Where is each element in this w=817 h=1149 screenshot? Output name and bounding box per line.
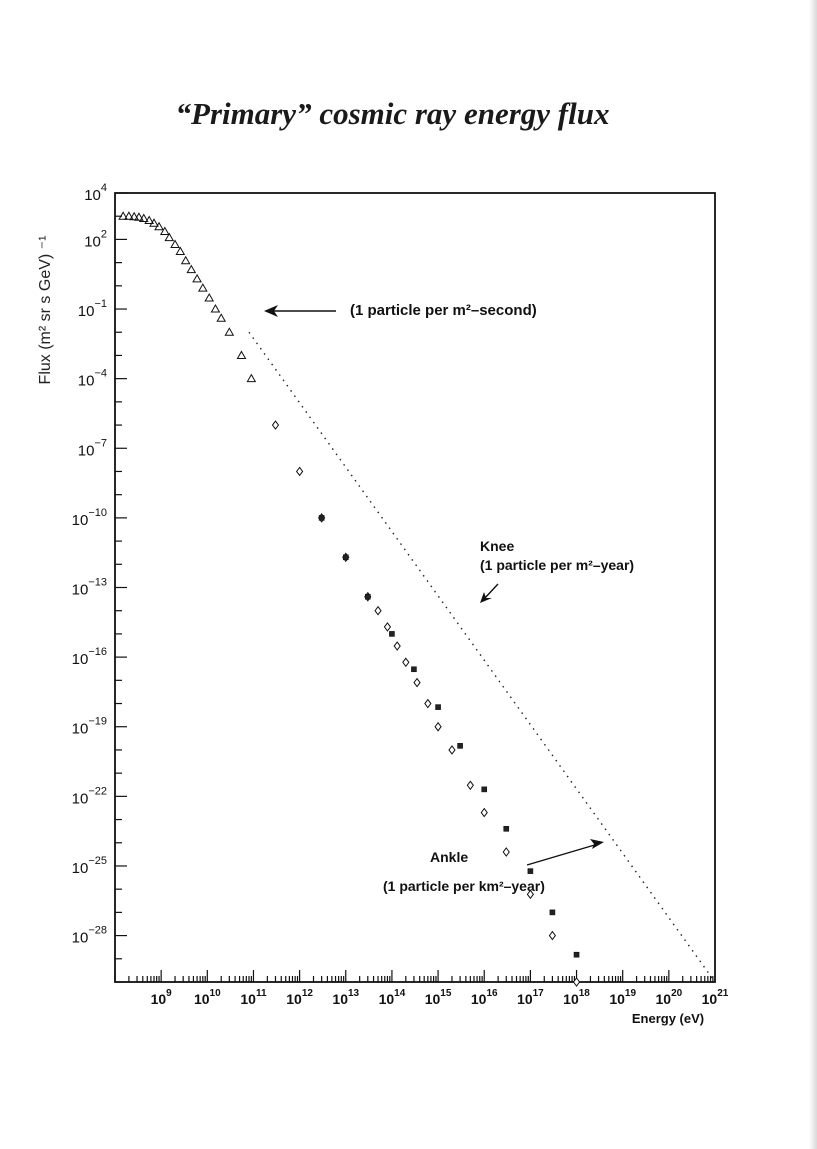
scan-edge-shadow	[809, 0, 817, 1149]
x-tick-label: $10^{11}$	[240, 988, 267, 1007]
y-tick-label: $10^{-4}$	[77, 367, 107, 390]
data-point-square	[458, 743, 463, 748]
data-point-diamond	[549, 932, 555, 940]
data-point-triangle	[217, 314, 225, 321]
y-tick-label: $10^{-28}$	[71, 924, 107, 947]
annotation-knee-text: (1 particle per m²–year)	[480, 557, 635, 573]
data-point-diamond	[449, 746, 455, 754]
y-tick-label: $10^{-7}$	[77, 437, 107, 460]
data-point-diamond	[394, 642, 400, 650]
x-axis-label: Energy (eV)	[631, 1011, 705, 1026]
y-tick-label: $10^{-13}$	[71, 576, 107, 599]
y-axis-tick-labels	[72, 182, 107, 947]
data-point-square	[389, 631, 394, 636]
x-axis-ticks	[115, 970, 713, 982]
y-tick-label: $10^4$	[84, 182, 107, 204]
data-point-square	[365, 594, 370, 599]
x-tick-label: $10^{21}$	[701, 988, 729, 1007]
data-point-triangle	[182, 257, 190, 264]
data-point-square	[528, 869, 533, 874]
data-point-diamond	[425, 700, 431, 708]
annotation-ankle-title: Ankle	[430, 849, 469, 865]
data-point-diamond	[297, 467, 303, 475]
x-tick-label: $10^9$	[150, 988, 172, 1007]
data-point-diamond	[467, 781, 473, 789]
data-point-triangle	[193, 275, 201, 282]
data-point-triangle	[187, 266, 195, 273]
y-tick-label: $10^{-25}$	[71, 854, 107, 877]
y-axis-label: Flux (m² sr s GeV) ⁻¹	[37, 235, 54, 385]
y-tick-label: $10^{-19}$	[71, 715, 107, 738]
data-point-triangle	[237, 351, 245, 358]
data-point-triangle	[171, 241, 179, 248]
x-tick-label: $10^{12}$	[286, 988, 313, 1007]
annotation-second	[264, 302, 537, 319]
x-tick-label: $10^{15}$	[424, 988, 452, 1007]
data-point-square	[504, 826, 509, 831]
data-point-triangle	[211, 305, 219, 312]
data-point-square	[343, 555, 348, 560]
annotation-ankle-text: (1 particle per km²–year)	[383, 878, 545, 894]
x-tick-label: $10^{17}$	[517, 988, 544, 1007]
y-tick-label: $10^{-1}$	[77, 298, 107, 321]
data-point-diamond	[375, 607, 381, 615]
annotation-second-text: (1 particle per m²–second)	[350, 302, 537, 319]
data-point-diamond	[481, 809, 487, 817]
data-points	[119, 212, 579, 986]
y-tick-label: $10^{-22}$	[71, 785, 107, 808]
data-point-square	[436, 705, 441, 710]
data-point-triangle	[205, 294, 213, 301]
x-tick-label: $10^{16}$	[470, 988, 498, 1007]
data-point-diamond	[435, 723, 441, 731]
annotation-knee	[480, 538, 634, 603]
data-point-diamond	[403, 658, 409, 666]
data-point-diamond	[414, 679, 420, 687]
y-tick-label: $10^{-10}$	[71, 506, 107, 529]
y-axis-ticks	[115, 193, 127, 982]
annotation-ankle	[383, 839, 604, 894]
data-point-triangle	[225, 328, 233, 335]
data-point-square	[482, 787, 487, 792]
page-title: “Primary” cosmic ray energy flux	[175, 96, 610, 131]
annotation-knee-title: Knee	[480, 538, 515, 554]
x-tick-label: $10^{13}$	[332, 988, 360, 1007]
data-point-square	[550, 910, 555, 915]
data-point-diamond	[272, 421, 278, 429]
x-axis-tick-labels	[151, 988, 729, 1007]
x-tick-label: $10^{14}$	[378, 988, 406, 1007]
data-point-square	[411, 667, 416, 672]
data-point-triangle	[247, 375, 255, 382]
x-tick-label: $10^{19}$	[609, 988, 637, 1007]
x-tick-label: $10^{20}$	[655, 988, 683, 1007]
x-tick-label: $10^{18}$	[563, 988, 590, 1007]
data-point-diamond	[384, 623, 390, 631]
data-point-triangle	[199, 284, 207, 291]
y-tick-label: $10^{-16}$	[71, 646, 107, 669]
data-point-diamond	[503, 848, 509, 856]
data-point-square	[319, 515, 324, 520]
x-tick-label: $10^{10}$	[193, 988, 221, 1007]
data-point-triangle	[176, 248, 184, 255]
data-point-square	[574, 952, 579, 957]
y-tick-label: $10^2$	[84, 228, 107, 251]
